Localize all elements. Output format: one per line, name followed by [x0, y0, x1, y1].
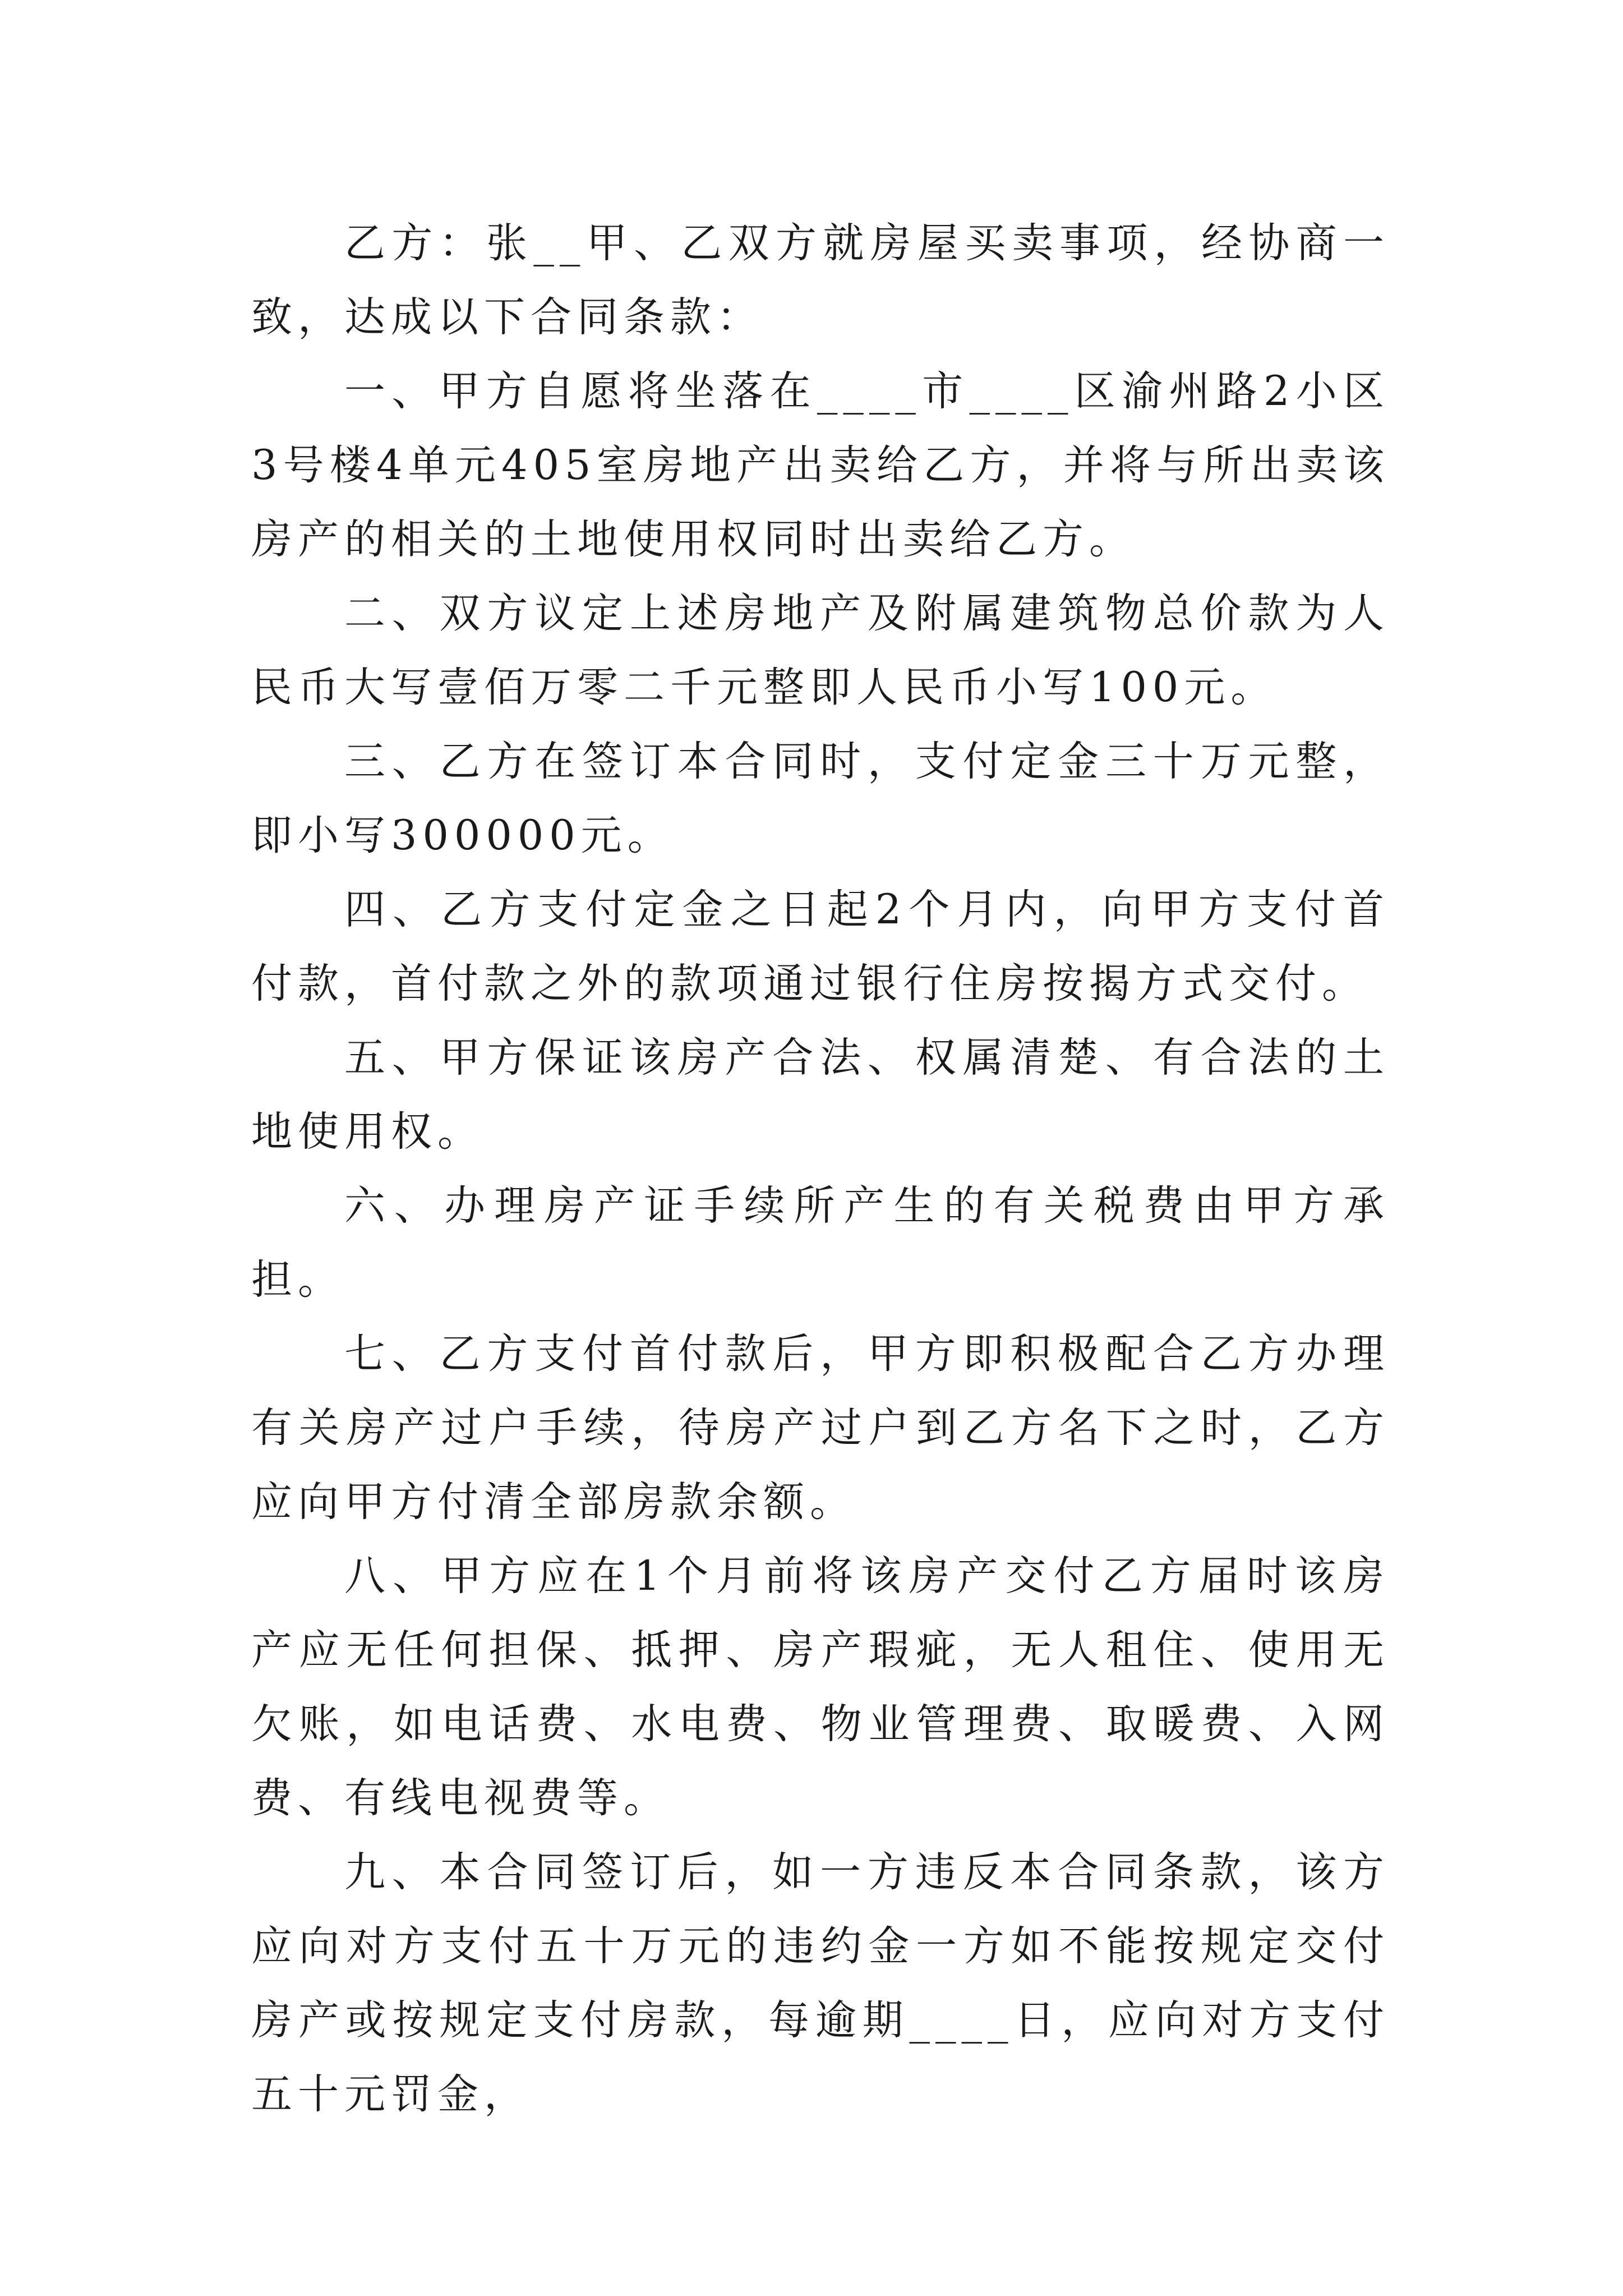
clause-6: 六、办理房产证手续所产生的有关税费由甲方承担。 — [251, 1182, 1390, 1304]
clause-9: 九、本合同签订后，如一方违反本合同条款，该方应向对方支付五十万元的违约金一方如不能按规定交付房产或按规定支付房款，每逾期____日，应向对方支付五十元罚金， — [251, 1848, 1390, 2118]
contract-body — [251, 206, 1390, 2132]
clause-3: 三、乙方在签订本合同时，支付定金三十万元整，即小写300000元。 — [251, 738, 1390, 859]
clause-5: 五、甲方保证该房产合法、权属清楚、有合法的土地使用权。 — [251, 1034, 1390, 1156]
clause-7: 七、乙方支付首付款后，甲方即积极配合乙方办理有关房产过户手续，待房产过户到乙方名下之时，乙方应向甲方付清全部房款余额。 — [251, 1330, 1390, 1526]
clause-2: 二、双方议定上述房地产及附属建筑物总价款为人民币大写壹佰万零二千元整即人民币小写100元。 — [251, 590, 1390, 711]
clause-8: 八、甲方应在1个月前将该房产交付乙方届时该房产应无任何担保、抵押、房产瑕疵，无人租住、使用无欠账，如电话费、水电费、物业管理费、取暖费、入网费、有线电视费等。 — [251, 1552, 1390, 1822]
clause-4: 四、乙方支付定金之日起2个月内，向甲方支付首付款，首付款之外的款项通过银行住房按揭方式交付。 — [251, 886, 1390, 1007]
paragraph-intro: 乙方：张__甲、乙双方就房屋买卖事项，经协商一致，达成以下合同条款： — [251, 219, 1390, 341]
clause-1: 一、甲方自愿将坐落在____市____区渝州路2小区3号楼4单元405室房地产出卖给乙方，并将与所出卖该房产的相关的土地使用权同时出卖给乙方。 — [251, 367, 1390, 563]
